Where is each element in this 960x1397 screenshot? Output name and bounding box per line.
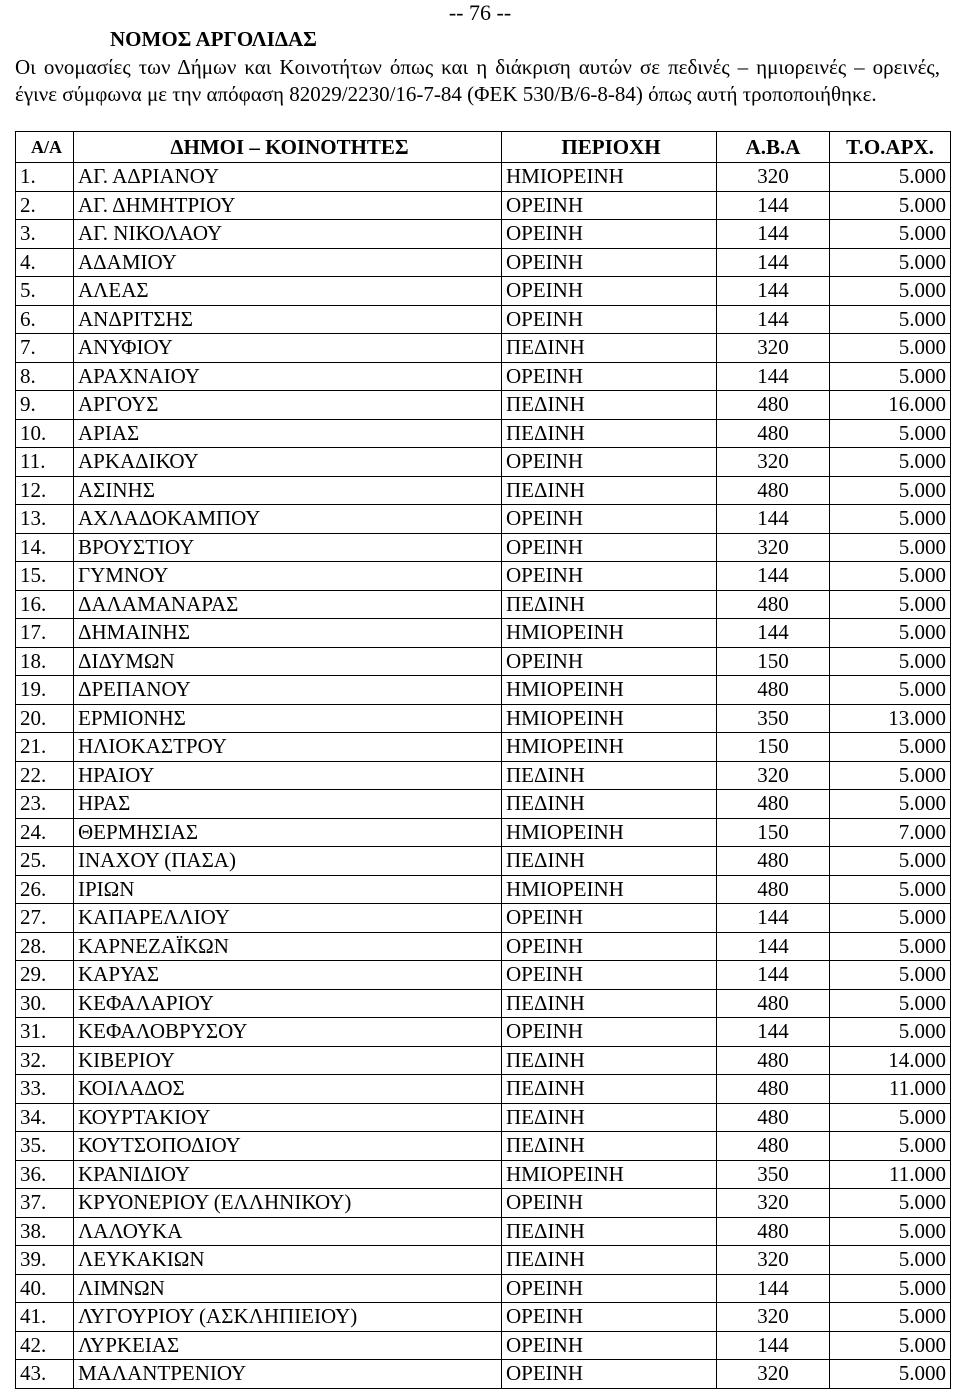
cell-region-type: ΠΕΔΙΝΗ	[502, 790, 717, 819]
cell-region-type: ΗΜΙΟΡΕΙΝΗ	[502, 619, 717, 648]
cell-municipality: ΚΑΡΥΑΣ	[74, 961, 502, 990]
cell-number: 11.	[16, 448, 74, 477]
cell-aba: 150	[717, 818, 830, 847]
cell-number: 22.	[16, 761, 74, 790]
table-row	[16, 419, 951, 448]
cell-aba: 480	[717, 1217, 830, 1246]
cell-toarch: 5.000	[830, 1274, 951, 1303]
cell-toarch: 5.000	[830, 419, 951, 448]
cell-region-type: ΠΕΔΙΝΗ	[502, 1046, 717, 1075]
cell-toarch: 5.000	[830, 533, 951, 562]
cell-aba: 320	[717, 1360, 830, 1389]
cell-number: 2.	[16, 191, 74, 220]
table-row	[16, 1046, 951, 1075]
cell-toarch: 5.000	[830, 163, 951, 192]
cell-region-type: ΗΜΙΟΡΕΙΝΗ	[502, 875, 717, 904]
cell-region-type: ΟΡΕΙΝΗ	[502, 220, 717, 249]
cell-toarch: 5.000	[830, 904, 951, 933]
cell-aba: 480	[717, 1132, 830, 1161]
cell-region-type: ΟΡΕΙΝΗ	[502, 248, 717, 277]
table-row	[16, 676, 951, 705]
cell-municipality: ΚΟΥΡΤΑΚΙΟΥ	[74, 1103, 502, 1132]
municipalities-table	[15, 131, 951, 1389]
table-row	[16, 961, 951, 990]
header-municipalities: ΔΗΜΟΙ – ΚΟΙΝΟΤΗΤΕΣ	[74, 132, 502, 163]
table-row	[16, 1189, 951, 1218]
table-row	[16, 1075, 951, 1104]
cell-aba: 480	[717, 1075, 830, 1104]
cell-aba: 480	[717, 989, 830, 1018]
header-region-type: ΠΕΡΙΟΧΗ	[502, 132, 717, 163]
table-row	[16, 391, 951, 420]
cell-toarch: 5.000	[830, 989, 951, 1018]
cell-municipality: ΑΔΑΜΙΟΥ	[74, 248, 502, 277]
cell-aba: 144	[717, 932, 830, 961]
cell-municipality: ΔΡΕΠΑΝΟΥ	[74, 676, 502, 705]
cell-municipality: ΑΛΕΑΣ	[74, 277, 502, 306]
cell-aba: 480	[717, 1046, 830, 1075]
cell-aba: 144	[717, 961, 830, 990]
cell-number: 14.	[16, 533, 74, 562]
table-row	[16, 1160, 951, 1189]
cell-region-type: ΟΡΕΙΝΗ	[502, 647, 717, 676]
table-row	[16, 476, 951, 505]
cell-toarch: 5.000	[830, 334, 951, 363]
table-row	[16, 1274, 951, 1303]
cell-municipality: ΚΟΙΛΑΔΟΣ	[74, 1075, 502, 1104]
cell-municipality: ΗΛΙΟΚΑΣΤΡΟΥ	[74, 733, 502, 762]
cell-aba: 320	[717, 761, 830, 790]
cell-region-type: ΟΡΕΙΝΗ	[502, 191, 717, 220]
table-row	[16, 932, 951, 961]
cell-toarch: 5.000	[830, 1360, 951, 1389]
table-row	[16, 904, 951, 933]
table-row	[16, 1360, 951, 1389]
cell-toarch: 5.000	[830, 220, 951, 249]
cell-region-type: ΗΜΙΟΡΕΙΝΗ	[502, 733, 717, 762]
table-row	[16, 590, 951, 619]
region-title: ΝΟΜΟΣ ΑΡΓΟΛΙΔΑΣ	[110, 27, 317, 51]
cell-region-type: ΟΡΕΙΝΗ	[502, 1331, 717, 1360]
cell-number: 25.	[16, 847, 74, 876]
cell-aba: 144	[717, 505, 830, 534]
cell-region-type: ΠΕΔΙΝΗ	[502, 1132, 717, 1161]
cell-toarch: 5.000	[830, 875, 951, 904]
cell-toarch: 5.000	[830, 932, 951, 961]
cell-aba: 320	[717, 334, 830, 363]
cell-number: 18.	[16, 647, 74, 676]
cell-toarch: 5.000	[830, 1217, 951, 1246]
cell-toarch: 5.000	[830, 448, 951, 477]
cell-region-type: ΟΡΕΙΝΗ	[502, 1018, 717, 1047]
cell-toarch: 5.000	[830, 1246, 951, 1275]
cell-municipality: ΛΥΓΟΥΡΙΟΥ (ΑΣΚΛΗΠΙΕΙΟΥ)	[74, 1303, 502, 1332]
cell-municipality: ΛΥΡΚΕΙΑΣ	[74, 1331, 502, 1360]
cell-municipality: ΘΕΡΜΗΣΙΑΣ	[74, 818, 502, 847]
table-body	[16, 163, 951, 1389]
cell-toarch: 13.000	[830, 704, 951, 733]
cell-region-type: ΗΜΙΟΡΕΙΝΗ	[502, 704, 717, 733]
cell-number: 1.	[16, 163, 74, 192]
table-row	[16, 505, 951, 534]
table-row	[16, 1018, 951, 1047]
page-number: -- 76 --	[448, 0, 512, 25]
cell-aba: 144	[717, 1018, 830, 1047]
cell-aba: 320	[717, 1246, 830, 1275]
cell-region-type: ΗΜΙΟΡΕΙΝΗ	[502, 163, 717, 192]
cell-number: 24.	[16, 818, 74, 847]
cell-toarch: 5.000	[830, 505, 951, 534]
cell-municipality: ΑΡΙΑΣ	[74, 419, 502, 448]
cell-region-type: ΠΕΔΙΝΗ	[502, 847, 717, 876]
cell-municipality: ΔΙΔΥΜΩΝ	[74, 647, 502, 676]
cell-municipality: ΚΡΥΟΝΕΡΙΟΥ (ΕΛΛΗΝΙΚΟΥ)	[74, 1189, 502, 1218]
cell-toarch: 7.000	[830, 818, 951, 847]
cell-region-type: ΟΡΕΙΝΗ	[502, 505, 717, 534]
table-row	[16, 277, 951, 306]
cell-number: 12.	[16, 476, 74, 505]
cell-number: 8.	[16, 362, 74, 391]
table-row	[16, 647, 951, 676]
cell-number: 30.	[16, 989, 74, 1018]
cell-number: 31.	[16, 1018, 74, 1047]
table-row	[16, 790, 951, 819]
table-row	[16, 562, 951, 591]
cell-municipality: ΙΝΑΧΟΥ (ΠΑΣΑ)	[74, 847, 502, 876]
cell-municipality: ΚΑΠΑΡΕΛΛΙΟΥ	[74, 904, 502, 933]
cell-number: 4.	[16, 248, 74, 277]
cell-toarch: 11.000	[830, 1160, 951, 1189]
cell-municipality: ΚΟΥΤΣΟΠΟΔΙΟΥ	[74, 1132, 502, 1161]
cell-toarch: 5.000	[830, 733, 951, 762]
cell-region-type: ΟΡΕΙΝΗ	[502, 1360, 717, 1389]
cell-number: 16.	[16, 590, 74, 619]
table-row	[16, 305, 951, 334]
cell-number: 20.	[16, 704, 74, 733]
cell-region-type: ΠΕΔΙΝΗ	[502, 391, 717, 420]
table-row	[16, 733, 951, 762]
cell-number: 17.	[16, 619, 74, 648]
table-row	[16, 334, 951, 363]
cell-number: 26.	[16, 875, 74, 904]
cell-toarch: 5.000	[830, 761, 951, 790]
cell-aba: 144	[717, 1274, 830, 1303]
cell-toarch: 5.000	[830, 1189, 951, 1218]
cell-toarch: 5.000	[830, 1303, 951, 1332]
cell-aba: 480	[717, 476, 830, 505]
cell-aba: 144	[717, 362, 830, 391]
cell-toarch: 5.000	[830, 590, 951, 619]
cell-toarch: 5.000	[830, 647, 951, 676]
cell-region-type: ΗΜΙΟΡΕΙΝΗ	[502, 676, 717, 705]
cell-aba: 320	[717, 533, 830, 562]
cell-municipality: ΑΡΓΟΥΣ	[74, 391, 502, 420]
cell-municipality: ΑΡΚΑΔΙΚΟΥ	[74, 448, 502, 477]
cell-region-type: ΠΕΔΙΝΗ	[502, 1246, 717, 1275]
cell-region-type: ΠΕΔΙΝΗ	[502, 419, 717, 448]
cell-municipality: ΛΑΛΟΥΚΑ	[74, 1217, 502, 1246]
cell-aba: 480	[717, 1103, 830, 1132]
cell-aba: 350	[717, 1160, 830, 1189]
cell-number: 13.	[16, 505, 74, 534]
cell-aba: 350	[717, 704, 830, 733]
table-row	[16, 1303, 951, 1332]
cell-aba: 480	[717, 590, 830, 619]
cell-toarch: 5.000	[830, 619, 951, 648]
cell-toarch: 5.000	[830, 305, 951, 334]
table-row	[16, 818, 951, 847]
cell-aba: 144	[717, 305, 830, 334]
cell-number: 40.	[16, 1274, 74, 1303]
table-row	[16, 1132, 951, 1161]
cell-toarch: 5.000	[830, 1132, 951, 1161]
cell-municipality: ΑΓ. ΑΔΡΙΑΝΟΥ	[74, 163, 502, 192]
cell-municipality: ΛΙΜΝΩΝ	[74, 1274, 502, 1303]
cell-aba: 480	[717, 391, 830, 420]
cell-toarch: 16.000	[830, 391, 951, 420]
cell-aba: 144	[717, 277, 830, 306]
cell-municipality: ΜΑΛΑΝΤΡΕΝΙΟΥ	[74, 1360, 502, 1389]
cell-toarch: 5.000	[830, 248, 951, 277]
cell-municipality: ΑΧΛΑΔΟΚΑΜΠΟΥ	[74, 505, 502, 534]
cell-region-type: ΟΡΕΙΝΗ	[502, 533, 717, 562]
cell-number: 5.	[16, 277, 74, 306]
cell-region-type: ΟΡΕΙΝΗ	[502, 562, 717, 591]
cell-region-type: ΠΕΔΙΝΗ	[502, 476, 717, 505]
cell-region-type: ΠΕΔΙΝΗ	[502, 334, 717, 363]
cell-region-type: ΠΕΔΙΝΗ	[502, 761, 717, 790]
cell-number: 43.	[16, 1360, 74, 1389]
cell-toarch: 5.000	[830, 1103, 951, 1132]
table-row	[16, 191, 951, 220]
table-row	[16, 875, 951, 904]
cell-number: 38.	[16, 1217, 74, 1246]
table-row	[16, 704, 951, 733]
table-row	[16, 761, 951, 790]
cell-region-type: ΠΕΔΙΝΗ	[502, 989, 717, 1018]
cell-number: 34.	[16, 1103, 74, 1132]
cell-aba: 480	[717, 419, 830, 448]
cell-number: 41.	[16, 1303, 74, 1332]
cell-municipality: ΗΡΑΣ	[74, 790, 502, 819]
cell-number: 27.	[16, 904, 74, 933]
cell-municipality: ΚΕΦΑΛΟΒΡΥΣΟΥ	[74, 1018, 502, 1047]
cell-aba: 320	[717, 1189, 830, 1218]
cell-aba: 144	[717, 904, 830, 933]
cell-number: 19.	[16, 676, 74, 705]
cell-number: 6.	[16, 305, 74, 334]
cell-toarch: 5.000	[830, 1018, 951, 1047]
table-row	[16, 248, 951, 277]
cell-municipality: ΔΗΜΑΙΝΗΣ	[74, 619, 502, 648]
table-row	[16, 989, 951, 1018]
cell-aba: 320	[717, 163, 830, 192]
cell-number: 35.	[16, 1132, 74, 1161]
table-row	[16, 163, 951, 192]
header-toarch: Τ.Ο.ΑΡΧ.	[830, 132, 951, 163]
cell-aba: 150	[717, 733, 830, 762]
cell-aba: 480	[717, 790, 830, 819]
cell-aba: 480	[717, 676, 830, 705]
cell-aba: 144	[717, 1331, 830, 1360]
cell-region-type: ΗΜΙΟΡΕΙΝΗ	[502, 1160, 717, 1189]
table-row	[16, 362, 951, 391]
cell-region-type: ΟΡΕΙΝΗ	[502, 448, 717, 477]
cell-aba: 480	[717, 875, 830, 904]
cell-number: 7.	[16, 334, 74, 363]
cell-region-type: ΠΕΔΙΝΗ	[502, 1103, 717, 1132]
cell-region-type: ΗΜΙΟΡΕΙΝΗ	[502, 818, 717, 847]
cell-municipality: ΑΝΔΡΙΤΣΗΣ	[74, 305, 502, 334]
cell-municipality: ΑΓ. ΔΗΜΗΤΡΙΟΥ	[74, 191, 502, 220]
cell-toarch: 5.000	[830, 562, 951, 591]
cell-number: 23.	[16, 790, 74, 819]
table-row	[16, 1217, 951, 1246]
cell-region-type: ΟΡΕΙΝΗ	[502, 904, 717, 933]
cell-toarch: 5.000	[830, 191, 951, 220]
cell-aba: 320	[717, 1303, 830, 1332]
cell-region-type: ΟΡΕΙΝΗ	[502, 961, 717, 990]
cell-number: 29.	[16, 961, 74, 990]
cell-region-type: ΟΡΕΙΝΗ	[502, 1189, 717, 1218]
cell-number: 39.	[16, 1246, 74, 1275]
cell-municipality: ΑΣΙΝΗΣ	[74, 476, 502, 505]
cell-region-type: ΟΡΕΙΝΗ	[502, 1303, 717, 1332]
cell-number: 3.	[16, 220, 74, 249]
cell-municipality: ΑΝΥΦΙΟΥ	[74, 334, 502, 363]
table-row	[16, 1331, 951, 1360]
cell-number: 21.	[16, 733, 74, 762]
cell-toarch: 5.000	[830, 277, 951, 306]
cell-number: 33.	[16, 1075, 74, 1104]
cell-toarch: 5.000	[830, 1331, 951, 1360]
cell-aba: 144	[717, 220, 830, 249]
cell-toarch: 5.000	[830, 961, 951, 990]
cell-aba: 144	[717, 619, 830, 648]
cell-toarch: 14.000	[830, 1046, 951, 1075]
cell-number: 32.	[16, 1046, 74, 1075]
cell-municipality: ΓΥΜΝΟΥ	[74, 562, 502, 591]
cell-toarch: 5.000	[830, 847, 951, 876]
table-header-row	[16, 132, 951, 163]
cell-region-type: ΠΕΔΙΝΗ	[502, 590, 717, 619]
cell-municipality: ΚΙΒΕΡΙΟΥ	[74, 1046, 502, 1075]
cell-municipality: ΗΡΑΙΟΥ	[74, 761, 502, 790]
cell-municipality: ΙΡΙΩΝ	[74, 875, 502, 904]
cell-municipality: ΑΓ. ΝΙΚΟΛΑΟΥ	[74, 220, 502, 249]
cell-aba: 320	[717, 448, 830, 477]
cell-toarch: 11.000	[830, 1075, 951, 1104]
cell-region-type: ΠΕΔΙΝΗ	[502, 1217, 717, 1246]
cell-municipality: ΔΑΛΑΜΑΝΑΡΑΣ	[74, 590, 502, 619]
table-row	[16, 619, 951, 648]
cell-number: 9.	[16, 391, 74, 420]
intro-paragraph: Οι ονομασίες των Δήμων και Κοινοτήτων όπως και η διάκριση αυτών σε πεδινές – ημιορεινές – ορεινές, έγινε σύμφωνα με την απόφαση 82029/2230/16-7-84 (ΦΕΚ 530/Β/6-8-84) όπως αυτή τροποποιήθηκε.	[15, 55, 940, 106]
header-aba: Α.Β.Α	[717, 132, 830, 163]
table-row	[16, 448, 951, 477]
cell-region-type: ΠΕΔΙΝΗ	[502, 1075, 717, 1104]
cell-toarch: 5.000	[830, 362, 951, 391]
cell-aba: 480	[717, 847, 830, 876]
cell-number: 36.	[16, 1160, 74, 1189]
cell-region-type: ΟΡΕΙΝΗ	[502, 1274, 717, 1303]
cell-aba: 144	[717, 191, 830, 220]
table-row	[16, 1103, 951, 1132]
cell-aba: 144	[717, 562, 830, 591]
header-aa: Α/Α	[16, 132, 74, 163]
cell-number: 28.	[16, 932, 74, 961]
cell-aba: 150	[717, 647, 830, 676]
cell-municipality: ΒΡΟΥΣΤΙΟΥ	[74, 533, 502, 562]
cell-region-type: ΟΡΕΙΝΗ	[502, 277, 717, 306]
cell-toarch: 5.000	[830, 790, 951, 819]
cell-number: 15.	[16, 562, 74, 591]
table-row	[16, 220, 951, 249]
cell-municipality: ΛΕΥΚΑΚΙΩΝ	[74, 1246, 502, 1275]
cell-municipality: ΕΡΜΙΟΝΗΣ	[74, 704, 502, 733]
cell-number: 37.	[16, 1189, 74, 1218]
cell-toarch: 5.000	[830, 476, 951, 505]
table-row	[16, 847, 951, 876]
cell-number: 42.	[16, 1331, 74, 1360]
cell-municipality: ΚΡΑΝΙΔΙΟΥ	[74, 1160, 502, 1189]
table-row	[16, 533, 951, 562]
table-row	[16, 1246, 951, 1275]
cell-aba: 144	[717, 248, 830, 277]
cell-municipality: ΚΕΦΑΛΑΡΙΟΥ	[74, 989, 502, 1018]
cell-region-type: ΟΡΕΙΝΗ	[502, 305, 717, 334]
cell-municipality: ΑΡΑΧΝΑΙΟΥ	[74, 362, 502, 391]
cell-toarch: 5.000	[830, 676, 951, 705]
cell-region-type: ΟΡΕΙΝΗ	[502, 932, 717, 961]
cell-number: 10.	[16, 419, 74, 448]
cell-region-type: ΟΡΕΙΝΗ	[502, 362, 717, 391]
cell-municipality: ΚΑΡΝΕΖΑΪΚΩΝ	[74, 932, 502, 961]
